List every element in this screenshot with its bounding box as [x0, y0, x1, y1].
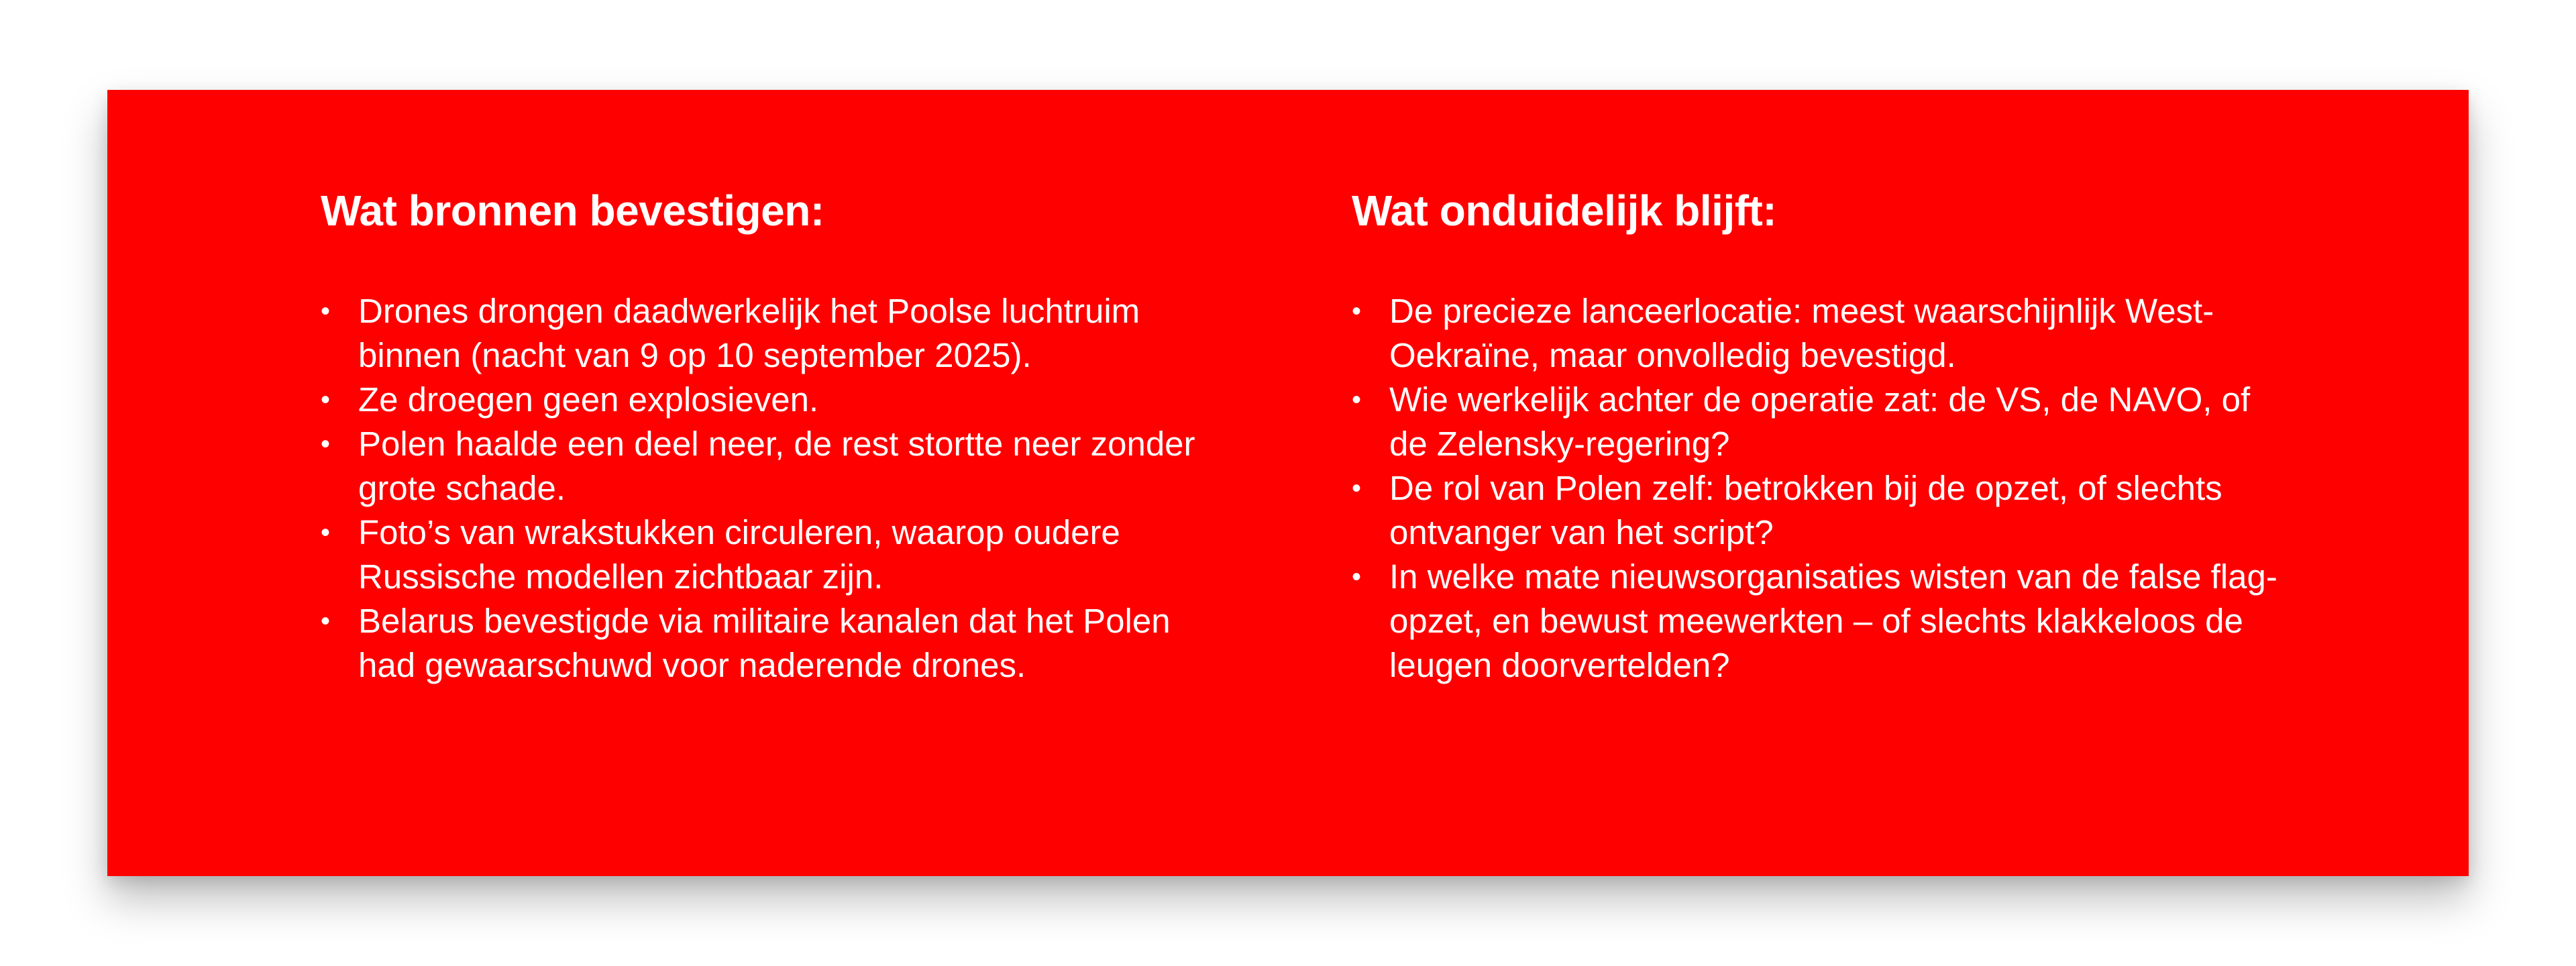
bullet: • [321, 606, 331, 636]
list-item [321, 599, 1220, 688]
info-card [107, 90, 2469, 876]
bullet: • [1352, 474, 1362, 503]
bullet: • [1352, 297, 1362, 326]
list-item-text: Drones drongen daadwerkelijk het Poolse luchtruim binnen (nacht van 9 op 10 september 2025). [358, 292, 1140, 374]
list-item-text: De rol van Polen zelf: betrokken bij de opzet, of slechts ontvanger van het script? [1389, 469, 2222, 551]
list-item-text: Ze droegen geen explosieven. [358, 380, 819, 419]
list-item-text: Wie werkelijk achter de operatie zat: de VS, de NAVO, of de Zelensky-regering? [1389, 380, 2251, 463]
confirmed-list [321, 289, 1220, 688]
list-item-text: Polen haalde een deel neer, de rest stortte neer zonder grote schade. [358, 425, 1195, 507]
list-item [1352, 289, 2291, 378]
bullet: • [321, 518, 331, 547]
bullet: • [321, 297, 331, 326]
unclear-heading: Wat onduidelijk blijft: [1352, 186, 1777, 235]
list-item-text: Foto’s van wrakstukken circuleren, waarop oudere Russische modellen zichtbaar zijn. [358, 513, 1120, 596]
list-item [1352, 466, 2291, 555]
list-item [1352, 555, 2291, 688]
list-item [321, 378, 1220, 422]
unclear-list [1352, 289, 2291, 688]
list-item [321, 511, 1220, 599]
bullet: • [1352, 562, 1362, 592]
list-item [321, 289, 1220, 378]
confirmed-column [321, 184, 1220, 688]
list-item-text: In welke mate nieuwsorganisaties wisten van de false flag-opzet, en bewust meewerkten – of slechts klakkeloos de leugen doorvertelden? [1389, 557, 2277, 684]
unclear-column [1352, 184, 2291, 688]
list-item-text: Belarus bevestigde via militaire kanalen dat het Polen had gewaarschuwd voor naderende drones. [358, 602, 1171, 684]
bullet: • [321, 385, 331, 415]
list-item [1352, 378, 2291, 466]
bullet: • [321, 429, 331, 459]
bullet: • [1352, 385, 1362, 415]
confirmed-heading: Wat bronnen bevestigen: [321, 186, 824, 235]
list-item-text: De precieze lanceerlocatie: meest waarschijnlijk West-Oekraïne, maar onvolledig bevestigd. [1389, 292, 2214, 374]
list-item [321, 422, 1220, 511]
